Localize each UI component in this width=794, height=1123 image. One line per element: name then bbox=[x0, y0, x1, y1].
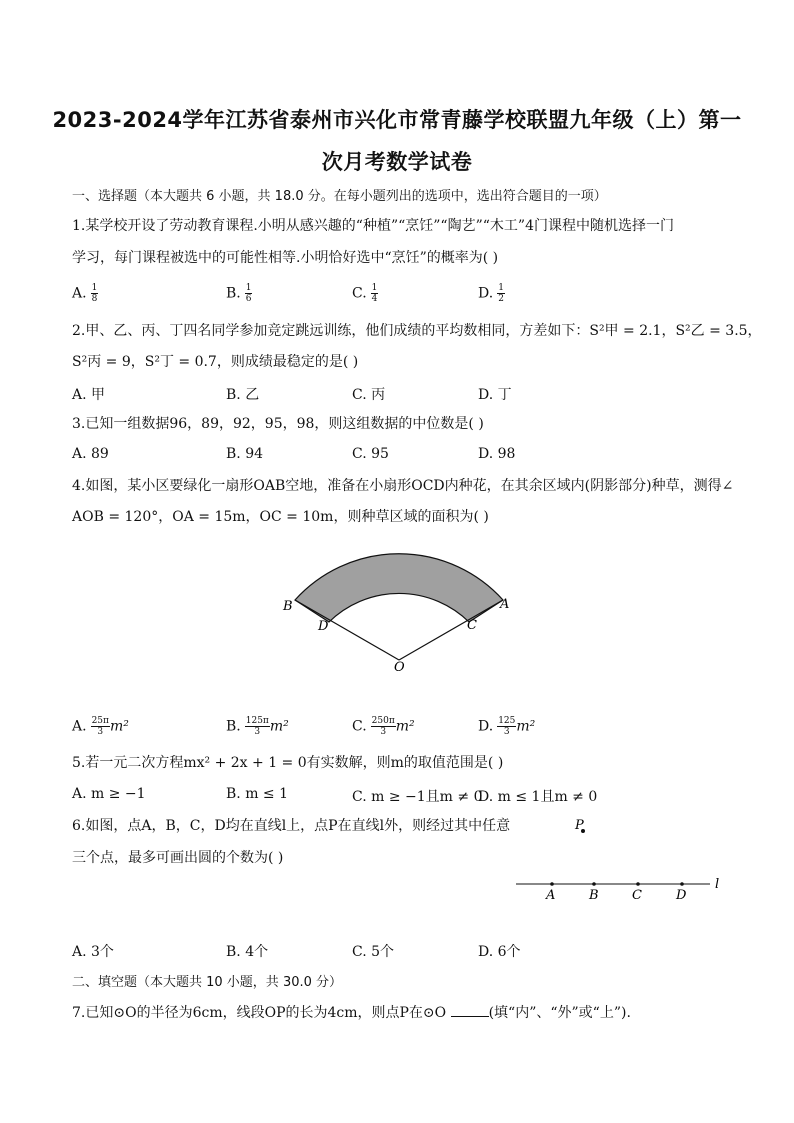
q3-option-d: D. 98 bbox=[478, 446, 516, 462]
q1-line2: 学习，每门课程被选中的可能性相等.小明恰好选中“烹饪”的概率为( ) bbox=[72, 250, 499, 266]
line-points-figure bbox=[510, 812, 730, 907]
q5-option-b: B. m ≤ 1 bbox=[226, 786, 289, 802]
q2-option-c: C. 丙 bbox=[352, 387, 386, 403]
exam-title-line1: 2023-2024学年江苏省泰州市兴化市常青藤学校联盟九年级（上）第一 bbox=[52, 108, 742, 132]
point-c bbox=[636, 882, 640, 886]
point-a bbox=[550, 882, 554, 886]
section2-heading: 二、填空题（本大题共 10 小题，共 30.0 分） bbox=[72, 975, 343, 990]
q2-option-a: A. 甲 bbox=[72, 387, 106, 403]
label-b: B bbox=[589, 888, 599, 903]
q4-option-c: C. $\frac{250\pi}{3}$ m² bbox=[352, 716, 415, 737]
q4-option-a: A. $\frac{25\pi}{3}$ m² bbox=[72, 716, 129, 737]
label-c: C bbox=[467, 618, 477, 633]
q1-line1: 1.某学校开设了劳动教育课程.小明从感兴趣的“种植”“烹饪”“陶艺”“木工”4门课程中随机选择一门 bbox=[72, 218, 674, 234]
q3-option-a: A. 89 bbox=[72, 446, 109, 462]
q1-option-b: B. $\frac{1}{6}$ bbox=[226, 283, 252, 304]
q5-option-a: A. m ≥ −1 bbox=[72, 786, 146, 802]
section1-heading: 一、选择题（本大题共 6 小题，共 18.0 分。在每小题列出的选项中，选出符合题目的一项） bbox=[72, 189, 607, 204]
q6-option-d: D. 6个 bbox=[478, 944, 521, 960]
label-l: l bbox=[715, 877, 720, 892]
exam-title-line2: 次月考数学试卷 bbox=[321, 150, 473, 174]
label-a: A bbox=[546, 888, 556, 903]
q3-option-b: B. 94 bbox=[226, 446, 264, 462]
q3-line1: 3.已知一组数据96，89，92，95，98，则这组数据的中位数是( ) bbox=[72, 416, 484, 432]
q1-option-a: A. $\frac{1}{8}$ bbox=[72, 283, 98, 304]
point-b bbox=[592, 882, 596, 886]
q2-line1: 2.甲、乙、丙、丁四名同学参加竞定跳远训练，他们成绩的平均数相同，方差如下：S²甲 = 2.1，S²乙 = 3.5， bbox=[72, 323, 762, 339]
q5-option-d: D. m ≤ 1且m ≠ 0 bbox=[478, 789, 598, 805]
q2-line2: S²丙 = 9，S²丁 = 0.7，则成绩最稳定的是( ) bbox=[72, 354, 359, 370]
radius-ob bbox=[295, 600, 399, 660]
q5-line1: 5.若一元二次方程mx² + 2x + 1 = 0有实数解，则m的取值范围是( ) bbox=[72, 755, 504, 771]
q6-line1: 6.如图，点A，B，C，D均在直线l上，点P在直线l外，则经过其中任意 bbox=[72, 818, 511, 834]
q7-line1: 7.已知⊙O的半径为6cm，线段OP的长为4cm，则点P在⊙O (填“内”、“外”或“上”). bbox=[72, 1005, 631, 1021]
q6-line2: 三个点，最多可画出圆的个数为( ) bbox=[72, 850, 284, 866]
q2-option-d: D. 丁 bbox=[478, 387, 512, 403]
q4-line1: 4.如图，某小区要绿化一扇形OAB空地，准备在小扇形OCD内种花，在其余区域内(阴影部分)种草，测得∠ bbox=[72, 478, 734, 494]
label-o: O bbox=[394, 660, 405, 675]
q5-option-c: C. m ≥ −1且m ≠ 0 bbox=[352, 789, 483, 805]
label-d: D bbox=[676, 888, 687, 903]
label-b: B bbox=[283, 599, 293, 614]
q1-option-d: D. $\frac{1}{2}$ bbox=[478, 283, 504, 304]
q6-option-a: A. 3个 bbox=[72, 944, 114, 960]
label-d: D bbox=[318, 619, 329, 634]
q3-option-c: C. 95 bbox=[352, 446, 389, 462]
q4-option-b: B. $\frac{125\pi}{3}$ m² bbox=[226, 716, 289, 737]
label-c: C bbox=[632, 888, 642, 903]
q7-answer-blank[interactable] bbox=[451, 1004, 489, 1017]
q6-option-b: B. 4个 bbox=[226, 944, 269, 960]
q6-option-c: C. 5个 bbox=[352, 944, 395, 960]
label-p: P bbox=[575, 818, 584, 833]
q4-line2: AOB = 120°，OA = 15m，OC = 10m，则种草区域的面积为( ) bbox=[72, 509, 489, 525]
q4-option-d: D. $\frac{125}{3}$ m² bbox=[478, 716, 536, 737]
radius-oa bbox=[399, 600, 503, 660]
q1-option-c: C. $\frac{1}{4}$ bbox=[352, 283, 378, 304]
sector-figure bbox=[270, 525, 530, 685]
shaded-region bbox=[295, 554, 503, 622]
q2-option-b: B. 乙 bbox=[226, 387, 260, 403]
point-d bbox=[680, 882, 684, 886]
label-a: A bbox=[500, 597, 510, 612]
